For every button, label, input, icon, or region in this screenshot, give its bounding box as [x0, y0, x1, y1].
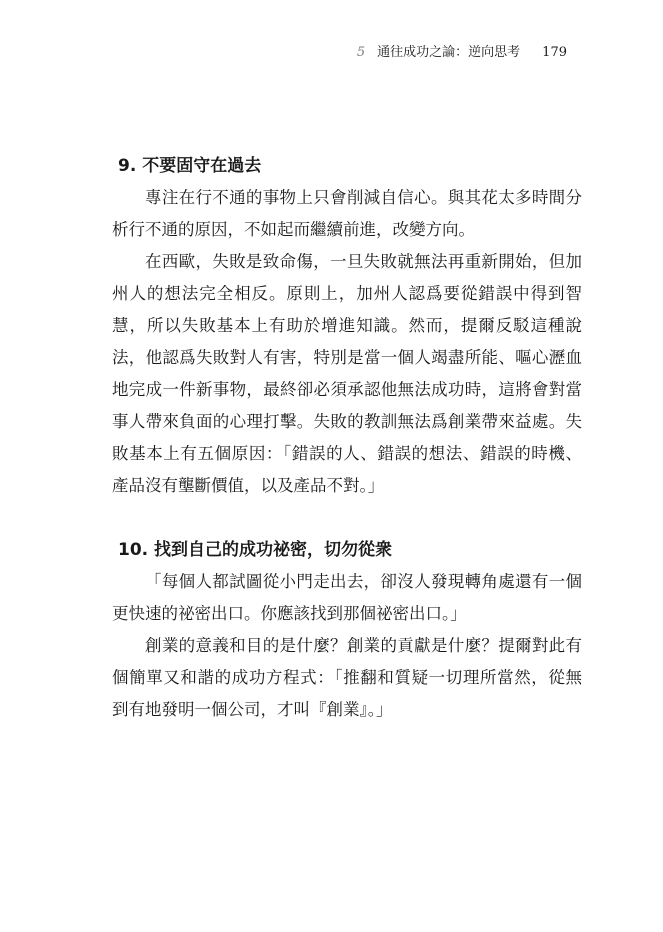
- chapter-number: 5: [356, 45, 366, 60]
- section-9: [112, 150, 582, 502]
- section-heading: 10. 找到自己的成功祕密，切勿從衆: [118, 540, 393, 560]
- section-heading: 9. 不要固守在過去: [118, 156, 262, 176]
- paragraph: 「每個人都試圖從小門走出去，卻沒人發現轉角處還有一個更快速的祕密出口。你應該找到那個祕密出口。」: [112, 572, 582, 623]
- paragraph: 專注在行不通的事物上只會削減自信心。與其花太多時間分析行不通的原因，不如起而繼續前進，改變方向。: [112, 188, 582, 239]
- paragraph: 創業的意義和目的是什麼？創業的貢獻是什麼？提爾對此有個簡單又和諧的成功方程式：「推翻和質疑一切理所當然，從無到有地發明一個公司，才叫『創業』。」: [112, 636, 582, 719]
- page-number: 179: [542, 45, 567, 60]
- paragraph: 在西歐，失敗是致命傷，一旦失敗就無法再重新開始，但加州人的想法完全相反。原則上，加州人認爲要從錯誤中得到智慧，所以失敗基本上有助於增進知識。然而，提爾反駁這種說法，他認爲失敗對人有害，特別是當一個人竭盡所能、嘔心瀝血地完成一件新事物，最終卻必須承認他無法成功時，這將會對當事人帶來負面的心理打擊。失敗的教訓無法爲創業帶來益處。失敗基本上有五個原因：「錯誤的人、錯誤的想法、錯誤的時機、產品沒有壟斷價值，以及產品不對。」: [112, 252, 582, 495]
- chapter-title: 通往成功之論：逆向思考: [377, 45, 521, 60]
- section-10: [112, 534, 582, 726]
- page-body: [112, 150, 582, 726]
- running-header: [357, 44, 567, 62]
